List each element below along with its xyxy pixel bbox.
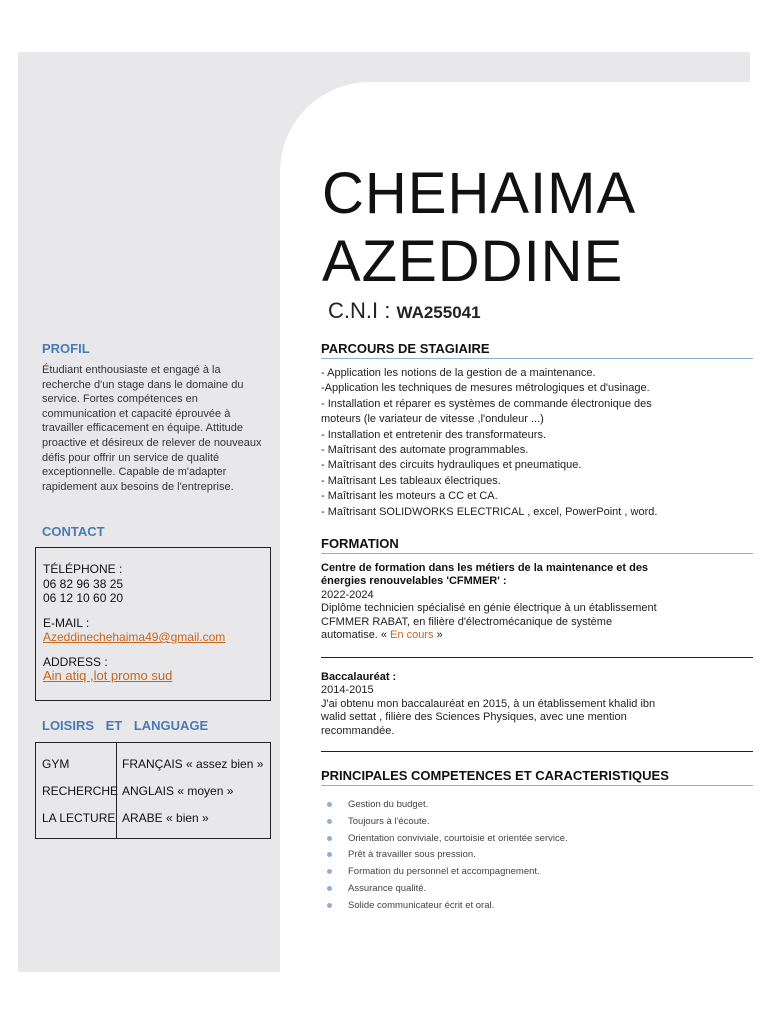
contact-box bbox=[35, 547, 271, 701]
profil-title: PROFIL bbox=[42, 341, 90, 356]
divider bbox=[321, 751, 753, 752]
loisirs-title: LOISIRS ET LANGUAGE bbox=[42, 718, 209, 733]
parcours-item: - Installation et réparer es systèmes de commande électronique des bbox=[321, 397, 652, 410]
language-anglais: ANGLAIS « moyen » bbox=[122, 784, 234, 798]
skill-item: Toujours à l'écoute. bbox=[327, 814, 568, 831]
address-label: ADDRESS : bbox=[43, 654, 108, 669]
parcours-item: - Installation et entretenir des transformateurs. bbox=[321, 428, 546, 441]
loisir-lecture: LA LECTURE bbox=[42, 811, 116, 825]
bac-desc-2: walid settat , filière des Sciences Physiques, avec une mention bbox=[321, 711, 627, 724]
bullet-icon bbox=[327, 819, 332, 824]
parcours-item: - Maîtrisant des automate programmables. bbox=[321, 444, 529, 457]
bullet-icon bbox=[327, 836, 332, 841]
bac-title: Baccalauréat : bbox=[321, 671, 397, 683]
cni-label: C.N.I : bbox=[328, 298, 391, 323]
formation-desc-3: automatise. « bbox=[321, 629, 388, 642]
cni bbox=[328, 298, 481, 324]
formation-entry-bac bbox=[321, 671, 721, 738]
language-arabe: ARABE « bien » bbox=[122, 811, 209, 825]
email-label: E-MAIL : bbox=[43, 615, 90, 630]
parcours-item: - Application les notions de la gestion de a maintenance. bbox=[321, 367, 596, 379]
phone-1[interactable]: 06 82 96 38 25 bbox=[43, 576, 124, 591]
competences-title: PRINCIPALES COMPETENCES ET CARACTERISTIQUES bbox=[321, 768, 753, 786]
bullet-icon bbox=[327, 869, 332, 874]
formation-desc-1: Diplôme technicien spécialisé en génie électrique à un établissement bbox=[321, 602, 657, 615]
parcours-item: - Maîtrisant SOLIDWORKS ELECTRICAL , excel, PowerPoint , word. bbox=[321, 505, 658, 518]
phone-2[interactable]: 06 12 10 60 20 bbox=[43, 591, 124, 605]
formation-desc-2: CFMMER RABAT, en filière d'électromécanique de système bbox=[321, 615, 613, 628]
loisir-recherche: RECHERCHE bbox=[42, 784, 119, 798]
cni-value: WA255041 bbox=[396, 303, 481, 322]
parcours-item: -Application les techniques de mesures métrologiques et d'usinage. bbox=[321, 382, 650, 395]
formation-entry-cfmmer bbox=[321, 562, 721, 642]
bullet-icon bbox=[327, 802, 332, 807]
formation-years: 2022-2024 bbox=[321, 588, 374, 601]
parcours-item: - Maîtrisant les moteurs a CC et CA. bbox=[321, 490, 498, 503]
divider bbox=[321, 657, 753, 658]
formation-entry-title: Centre de formation dans les métiers de la maintenance et des bbox=[321, 562, 649, 574]
bac-desc-1: J'ai obtenu mon baccalauréat en 2015, à un établissement khalid ibn bbox=[321, 697, 656, 710]
formation-status: En cours bbox=[387, 629, 437, 642]
competences-list bbox=[327, 797, 568, 915]
skill-item: Prêt à travailler sous pression. bbox=[327, 847, 568, 864]
bac-years: 2014-2015 bbox=[321, 684, 374, 697]
formation-entry-title-2: énergies renouvelables 'CFMMER' : bbox=[321, 575, 507, 588]
language-francais: FRANÇAIS « assez bien » bbox=[122, 757, 264, 771]
parcours-list bbox=[321, 366, 741, 520]
parcours-item: - Maîtrisant Les tableaux électriques. bbox=[321, 474, 501, 487]
bac-desc-3: recommandée. bbox=[321, 724, 395, 737]
address-link[interactable]: Ain atiq ,lot promo sud bbox=[43, 668, 173, 683]
bullet-icon bbox=[327, 886, 332, 891]
bullet-icon bbox=[327, 903, 332, 908]
formation-desc-end: » bbox=[436, 629, 443, 642]
parcours-title: PARCOURS DE STAGIAIRE bbox=[321, 341, 753, 359]
parcours-item: moteurs (le variateur de vitesse ,l'onduleur ...) bbox=[321, 413, 544, 426]
candidate-name bbox=[322, 160, 636, 296]
name-line-1: CHEHAIMA bbox=[322, 161, 637, 226]
loisirs-table bbox=[35, 742, 271, 839]
parcours-item: - Maîtrisant des circuits hydrauliques et pneumatique. bbox=[321, 459, 582, 472]
skill-item: Gestion du budget. bbox=[327, 797, 568, 814]
skill-item: Orientation conviviale, courtoisie et orientée service. bbox=[327, 831, 568, 848]
phone-label: TÉLÉPHONE : bbox=[43, 562, 123, 576]
skill-item: Assurance qualité. bbox=[327, 881, 568, 898]
formation-title: FORMATION bbox=[321, 536, 753, 554]
profil-text: Étudiant enthousiaste et engagé à la recherche d'un stage dans le domaine du service. Fortes compétences en communication et capacité éprouvée à travailler efficacement en équipe. Attitude proactive et désireux de relever de nouveaux défis pour offrir un service de qualité exceptionnelle. Capable de m'adapter rapidement aux besoins de l'entreprise. bbox=[42, 364, 262, 493]
email-link[interactable]: Azeddinechehaima49@gmail.com bbox=[43, 630, 226, 644]
bullet-icon bbox=[327, 852, 332, 857]
loisir-gym: GYM bbox=[42, 757, 70, 771]
skill-item: Formation du personnel et accompagnement. bbox=[327, 864, 568, 881]
name-line-2: AZEDDINE bbox=[322, 229, 624, 294]
contact-title: CONTACT bbox=[42, 524, 105, 539]
skill-item: Solide communicateur écrit et oral. bbox=[327, 898, 568, 915]
